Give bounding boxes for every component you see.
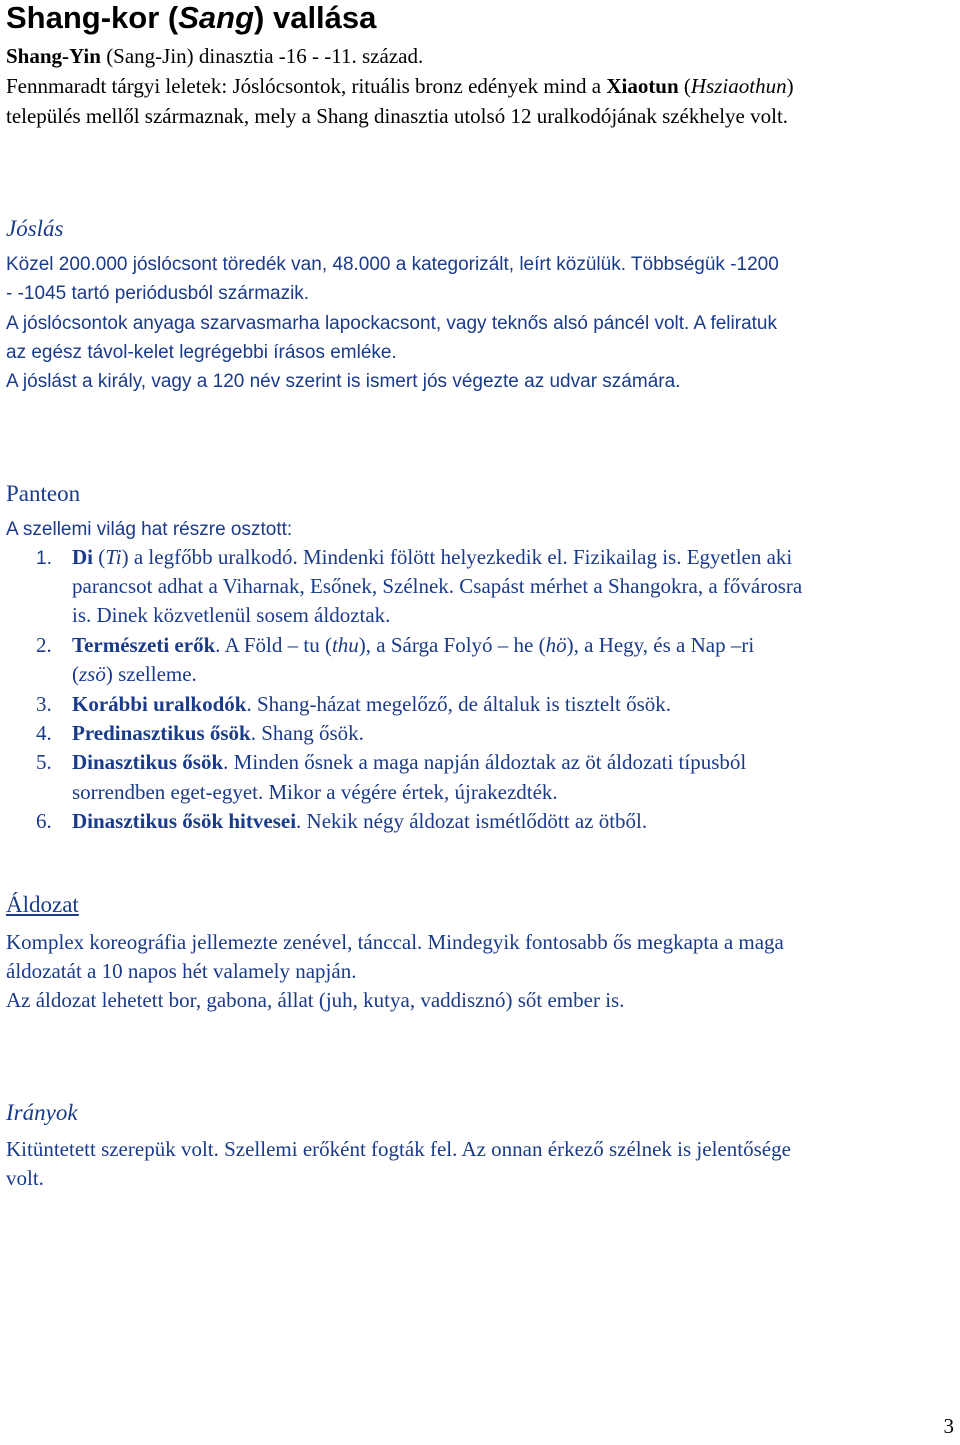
list-item-6-line-1: Dinasztikus ősök hitvesei. Nekik négy áldozat ismétlődött az ötből. bbox=[72, 809, 648, 833]
aldozat-line-2: áldozatát a 10 napos hét valamely napján. bbox=[6, 959, 357, 983]
aldozat-line-1: Komplex koreográfia jellemezte zenével, tánccal. Mindegyik fontosabb ős megkapta a maga bbox=[6, 930, 784, 954]
list-item-4-line-1: Predinasztikus ősök. Shang ősök. bbox=[72, 721, 364, 745]
section-heading-iranyok: Irányok bbox=[6, 1100, 78, 1125]
joslas-line-1: Közel 200.000 jóslócsont töredék van, 48.000 a kategorizált, leírt közülük. Többségük -1200 bbox=[6, 254, 779, 275]
joslas-line-2: - -1045 tartó periódusból származik. bbox=[6, 283, 310, 304]
list-item-1-line-1: Di (Ti) a legfőbb uralkodó. Mindenki fölött helyezkedik el. Fizikailag is. Egyetlen aki bbox=[72, 545, 793, 569]
joslas-line-4: az egész távol-kelet legrégebbi írásos emléke. bbox=[6, 342, 397, 363]
list-item-1-line-2: parancsot adhat a Viharnak, Esőnek, Szélnek. Csapást mérhet a Shangokra, a fővárosra bbox=[72, 574, 803, 598]
list-item-3-line-1: Korábbi uralkodók. Shang-házat megelőző, de általuk is tisztelt ősök. bbox=[72, 692, 672, 716]
list-item-5-line-2: sorrendben eget-egyet. Mikor a végére értek, újrakezdték. bbox=[72, 780, 558, 804]
page-number: 3 bbox=[943, 1414, 954, 1438]
intro-line-2: Fennmaradt tárgyi leletek: Jóslócsontok, rituális bronz edények mind a Xiaotun (Hsziaothun) bbox=[6, 74, 794, 98]
page-title: Shang-kor (Sang) vallása bbox=[6, 0, 377, 35]
aldozat-line-3: Az áldozat lehetett bor, gabona, állat (juh, kutya, vaddisznó) sőt ember is. bbox=[6, 988, 625, 1012]
list-item-2-line-2: (zsö) szelleme. bbox=[72, 662, 197, 686]
joslas-line-5: A jóslást a király, vagy a 120 név szerint is ismert jós végezte az udvar számára. bbox=[6, 371, 681, 392]
joslas-line-3: A jóslócsontok anyaga szarvasmarha lapockacsont, vagy teknős alsó páncél volt. A feliratuk bbox=[6, 313, 777, 334]
iranyok-line-2: volt. bbox=[6, 1166, 44, 1190]
list-item-1-line-3: is. Dinek közvetlenül sosem áldoztak. bbox=[72, 603, 391, 627]
section-heading-panteon: Panteon bbox=[6, 481, 81, 506]
list-item-5-line-1: Dinasztikus ősök. Minden ősnek a maga napján áldoztak az öt áldozati típusból bbox=[72, 750, 747, 774]
section-heading-aldozat: Áldozat bbox=[6, 892, 79, 917]
section-heading-joslas: Jóslás bbox=[6, 216, 64, 241]
iranyok-line-1: Kitüntetett szerepük volt. Szellemi erőként fogták fel. Az onnan érkező szélnek is jelentősége bbox=[6, 1137, 791, 1161]
intro-line-1: Shang-Yin (Sang-Jin) dinasztia -16 - -11. század. bbox=[6, 44, 424, 68]
intro-line-3: település mellől származnak, mely a Shang dinasztia utolsó 12 uralkodójának székhelye volt. bbox=[6, 104, 789, 128]
panteon-intro: A szellemi világ hat részre osztott: bbox=[6, 519, 293, 540]
list-item-2-line-1: Természeti erők. A Föld – tu (thu), a Sárga Folyó – he (hö), a Hegy, és a Nap –ri bbox=[72, 633, 755, 657]
